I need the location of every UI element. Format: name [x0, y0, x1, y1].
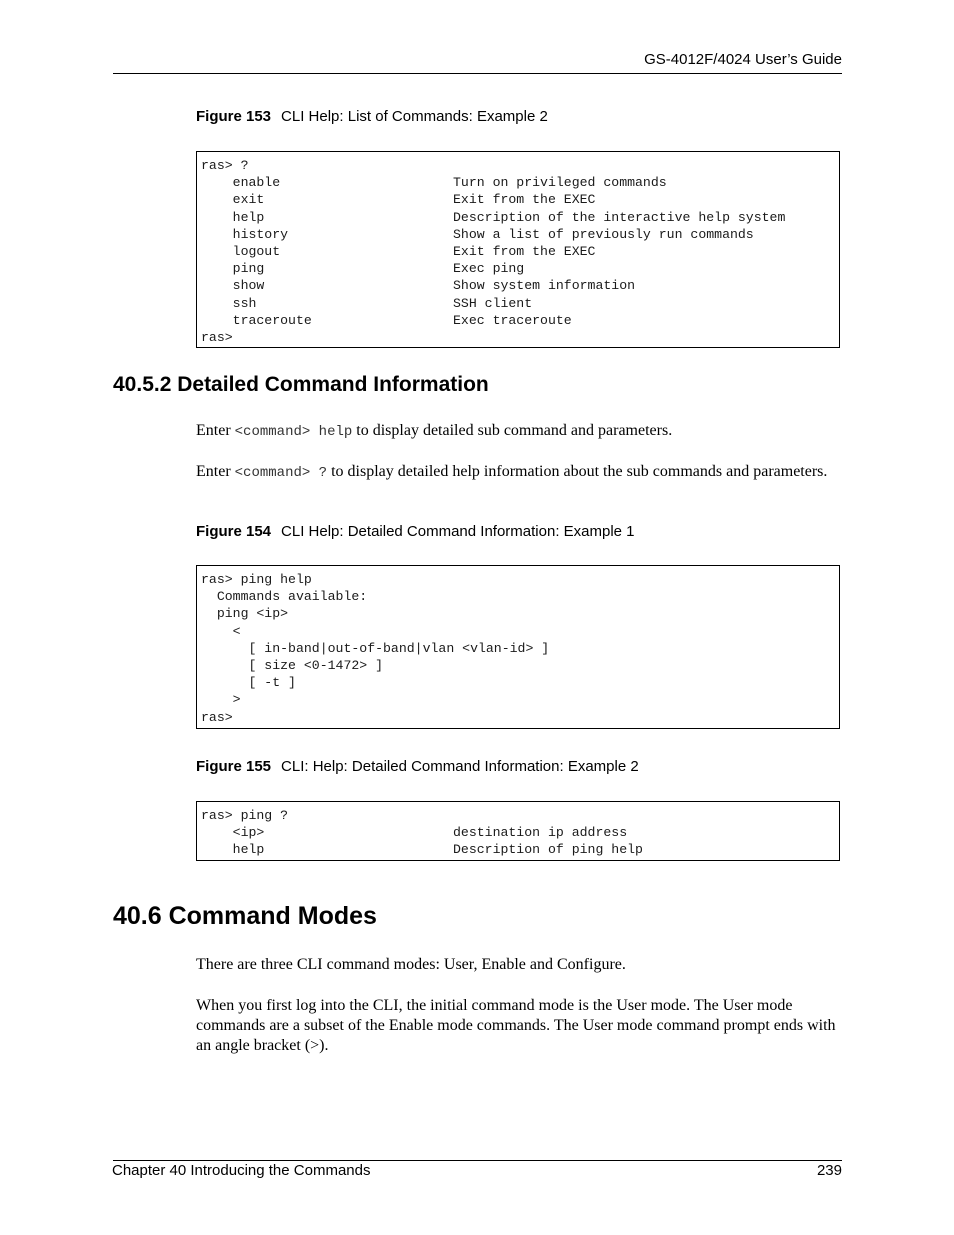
command-name: help [201, 209, 265, 225]
code-row-traceroute [201, 312, 835, 329]
command-name: exit [201, 192, 265, 208]
command-description: Show a list of previously run commands [453, 226, 754, 242]
command-name: <ip> [201, 825, 265, 841]
inline-code: <command> ? [234, 465, 328, 481]
figure-153-title: CLI Help: List of Commands: Example 2 [281, 108, 548, 125]
code-row-history [201, 226, 835, 243]
footer-rule [113, 1160, 842, 1161]
command-name: history [201, 226, 289, 242]
paragraph-command-modes: There are three CLI command modes: User, Enable and Configure. [196, 956, 626, 973]
code-line: ping <ip> [201, 606, 289, 622]
code-row-enable [201, 174, 835, 191]
command-description: Exit from the EXEC [453, 243, 596, 259]
running-header: GS-4012F/4024 User’s Guide [644, 51, 842, 68]
figure-155-caption [196, 758, 639, 775]
command-description: Description of ping help [453, 842, 643, 858]
code-line: ras> ping help [201, 572, 312, 587]
figure-155-title: CLI: Help: Detailed Command Information: Example 2 [281, 758, 639, 775]
figure-154-label: Figure 154 [196, 523, 272, 540]
paragraph-command-help [196, 421, 842, 442]
command-name: traceroute [201, 312, 312, 328]
header-rule [113, 73, 842, 74]
command-name: ping [201, 261, 265, 277]
command-name: enable [201, 175, 281, 191]
command-description: destination ip address [453, 825, 628, 841]
figure-154-title: CLI Help: Detailed Command Information: Example 1 [281, 523, 635, 540]
command-description: Turn on privileged commands [453, 175, 667, 191]
code-row-logout [201, 243, 835, 260]
figure-154-caption [196, 523, 635, 540]
inline-code: <command> help [234, 424, 353, 440]
text: to display detailed help information about the sub commands and parameters. [327, 463, 828, 480]
command-name: help [201, 842, 265, 858]
code-row-help [201, 841, 835, 858]
code-row-help [201, 209, 835, 226]
section-heading-40-5-2: 40.5.2 Detailed Command Information [113, 373, 489, 396]
code-line: [ -t ] [201, 675, 296, 691]
command-description: Exec ping [453, 261, 525, 277]
paragraph-user-mode: When you first log into the CLI, the initial command mode is the User mode. The User mode commands are a subset of the Enable mode commands. The User mode command prompt ends with an angle bracket (>). [196, 997, 836, 1054]
code-row-ip [201, 824, 835, 841]
code-line: [ size <0-1472> ] [201, 657, 384, 673]
code-prompt: ras> ? [201, 158, 249, 173]
code-end-prompt: ras> [201, 329, 233, 345]
command-description: SSH client [453, 295, 533, 311]
command-name: logout [201, 243, 281, 259]
figure-154-code-block [196, 565, 840, 729]
command-name: ssh [201, 295, 257, 311]
figure-155-label: Figure 155 [196, 758, 272, 775]
code-row-ssh [201, 295, 835, 312]
command-name: show [201, 278, 265, 294]
figure-153-caption [196, 108, 548, 125]
paragraph-command-question [196, 462, 842, 483]
code-line: Commands available: [201, 589, 368, 605]
command-description: Exec traceroute [453, 312, 572, 328]
code-line: [ in-band|out-of-band|vlan <vlan-id> ] [201, 640, 550, 656]
figure-155-code-block [196, 801, 840, 861]
command-description: Show system information [453, 278, 636, 294]
figure-153-code-block [196, 151, 840, 348]
command-description: Exit from the EXEC [453, 192, 596, 208]
code-line: ras> [201, 709, 233, 725]
figure-153-label: Figure 153 [196, 108, 272, 125]
text: Enter [196, 422, 235, 439]
code-prompt: ras> ping ? [201, 808, 289, 823]
text: to display detailed sub command and parameters. [352, 422, 673, 439]
text: Enter [196, 463, 235, 480]
code-row-show [201, 277, 835, 294]
code-line: < [201, 623, 241, 639]
command-description: Description of the interactive help system [453, 209, 786, 225]
code-line: > [201, 692, 241, 708]
code-row-ping [201, 260, 835, 277]
code-row-exit [201, 191, 835, 208]
footer-chapter: Chapter 40 Introducing the Commands [112, 1162, 371, 1179]
footer-page-number: 239 [816, 1162, 842, 1179]
section-heading-40-6: 40.6 Command Modes [113, 902, 377, 930]
